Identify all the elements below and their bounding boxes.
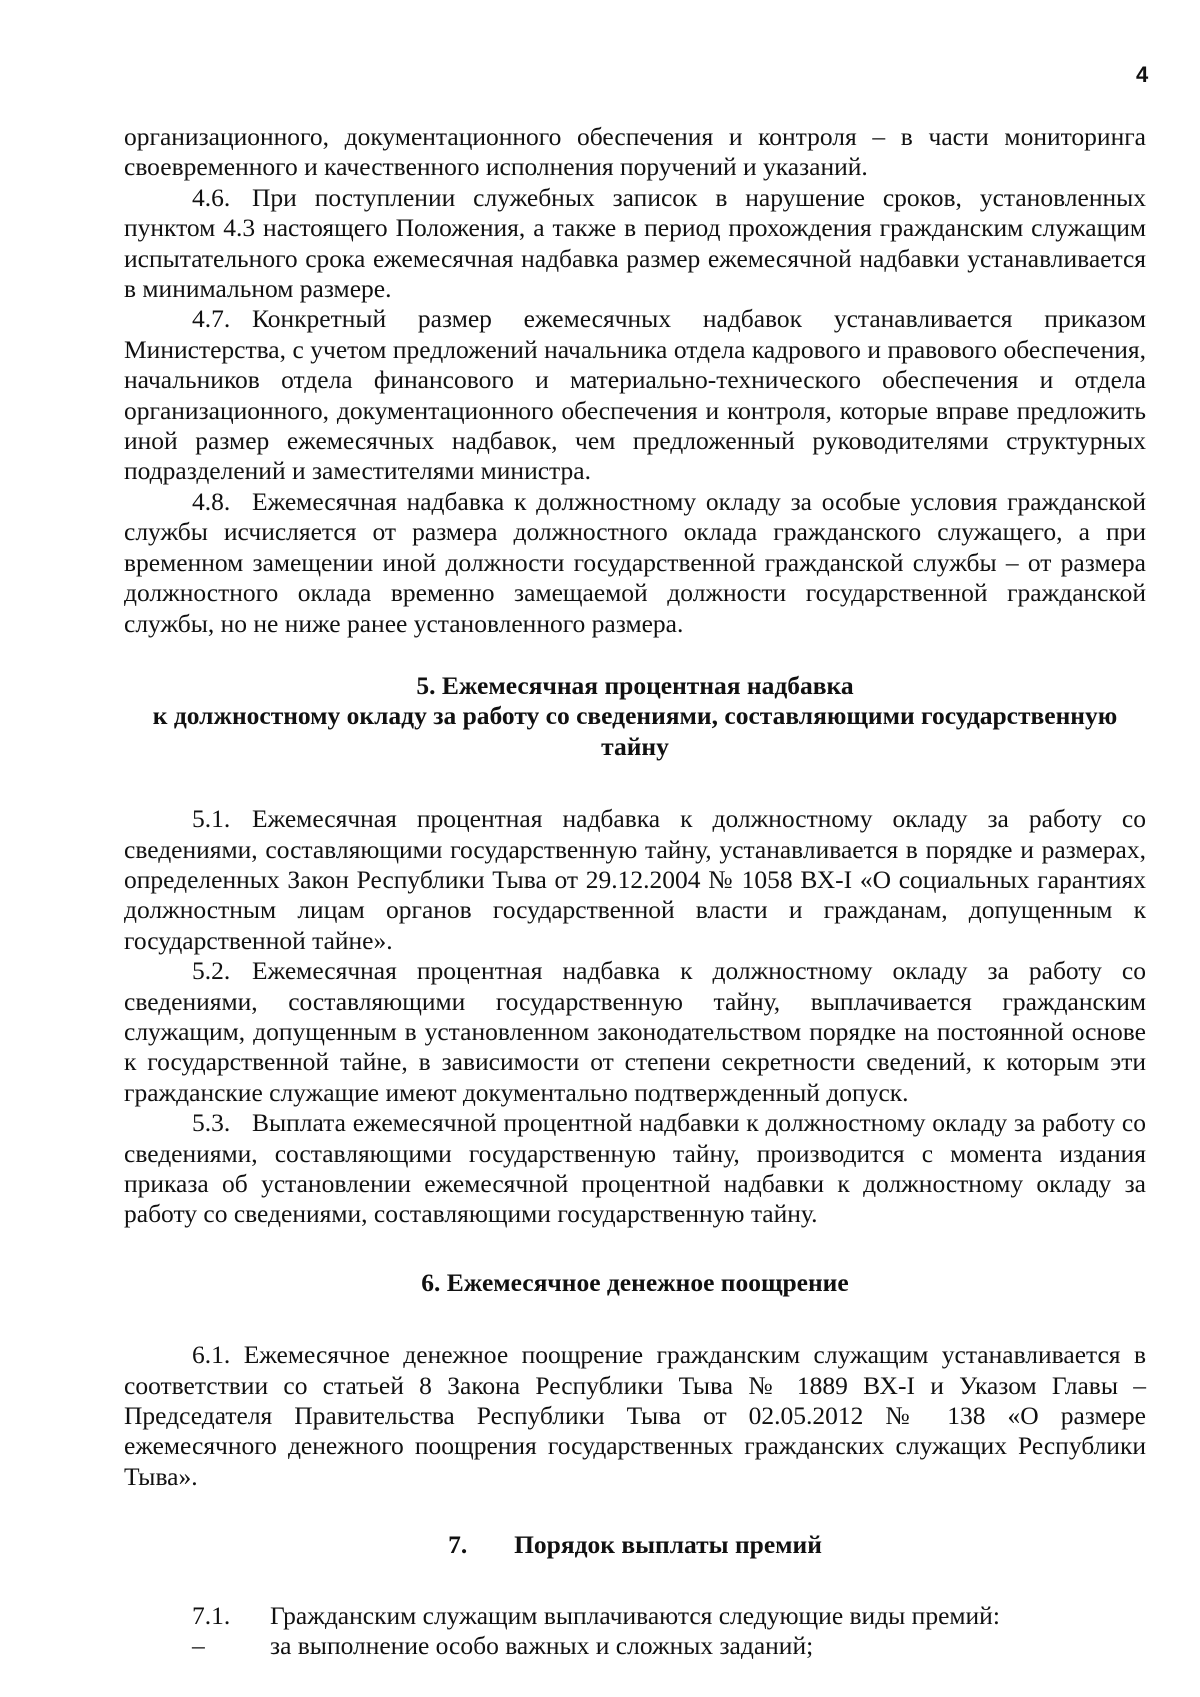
list-marker: 7.1. bbox=[192, 1600, 231, 1630]
paragraph-4-7: 4.7. Конкретный размер ежемесячных надбавок устанавливается приказом Министерства, с учетом предложений начальника отдела кадрового и правового обеспечения, начальников отдела финансового и материально-технического обеспечения и отдела организационного, документационного обеспечения и контроля, которые вправе предложить иной размер ежемесячных надбавок, чем предложенный руководителями структурных подразделений и заместителями министра. bbox=[124, 304, 1146, 486]
section-5-heading bbox=[124, 671, 1146, 762]
page-number: 4 bbox=[1136, 62, 1149, 87]
paragraph-5-3: 5.3. Выплата ежемесячной процентной надбавки к должностному окладу за работу со сведениями, составляющими государственную тайну, производится с момента издания приказа об установлении ежемесячной процентной надбавки к должностному окладу за работу со сведениями, составляющими государственную тайну. bbox=[124, 1108, 1146, 1229]
list-item-dash: – за выполнение особо важных и сложных заданий; bbox=[192, 1631, 814, 1661]
list-item-7-1: 7.1. Гражданским служащим выплачиваются следующие виды премий: bbox=[192, 1600, 1000, 1630]
paragraph-4-8: 4.8. Ежемесячная надбавка к должностному окладу за особые условия гражданской службы исчисляется от размера должностного оклада гражданского служащего, а при временном замещении иной должности государственной гражданской службы – от размера должностного оклада временно замещаемой должности государственной гражданской службы, но не ниже ранее установленного размера. bbox=[124, 486, 1146, 638]
paragraph-continuation: организационного, документационного обеспечения и контроля – в части мониторинга своевременного и качественного исполнения поручений и указаний. bbox=[124, 122, 1146, 182]
section-5-heading-line-3: тайну bbox=[601, 731, 669, 761]
section-6-heading: 6. Ежемесячное денежное поощрение bbox=[421, 1267, 849, 1297]
section-5-heading-line-1: 5. Ежемесячная процентная надбавка bbox=[416, 670, 854, 700]
section-7-title: Порядок выплаты премий bbox=[514, 1530, 822, 1560]
paragraph-5-2: 5.2. Ежемесячная процентная надбавка к должностному окладу за работу со сведениями, составляющими государственную тайну, выплачивается гражданским служащим, допущенным в установленном законодательством порядке на постоянной основе к государственной тайне, в зависимости от степени секретности сведений, к которым эти гражданские служащие имеют документально подтвержденный допуск. bbox=[124, 956, 1146, 1107]
section-7-number: 7. bbox=[448, 1530, 468, 1560]
paragraph-4-6: 4.6. При поступлении служебных записок в нарушение сроков, установленных пунктом 4.3 настоящего Положения, а также в период прохождения гражданским служащим испытательного срока ежемесячная надбавка размер ежемесячной надбавки устанавливается в минимальном размере. bbox=[124, 182, 1146, 304]
document-body bbox=[124, 122, 1146, 1661]
paragraph-6-1: 6.1. Ежемесячное денежное поощрение гражданским служащим устанавливается в соответствии со статьей 8 Закона Республики Тыва № 1889 ВХ-I и Указом Главы – Председателя Правительства Республики Тыва от 02.05.2012 № 138 «О размере ежемесячного денежного поощрения государственных гражданских служащих Республики Тыва». bbox=[124, 1340, 1146, 1491]
section-7-heading bbox=[124, 1530, 1146, 1560]
section-5-heading-line-2: к должностному окладу за работу со сведениями, составляющими государственную bbox=[152, 701, 1118, 731]
list-marker: – bbox=[192, 1631, 205, 1661]
paragraph-5-1: 5.1. Ежемесячная процентная надбавка к должностному окладу за работу со сведениями, составляющими государственную тайну, устанавливается в порядке и размерах, определенных Закон Республики Тыва от 29.12.2004 № 1058 ВХ-I «О социальных гарантиях должностным лицам органов государственной власти и гражданам, допущенным к государственной тайне». bbox=[124, 804, 1146, 955]
